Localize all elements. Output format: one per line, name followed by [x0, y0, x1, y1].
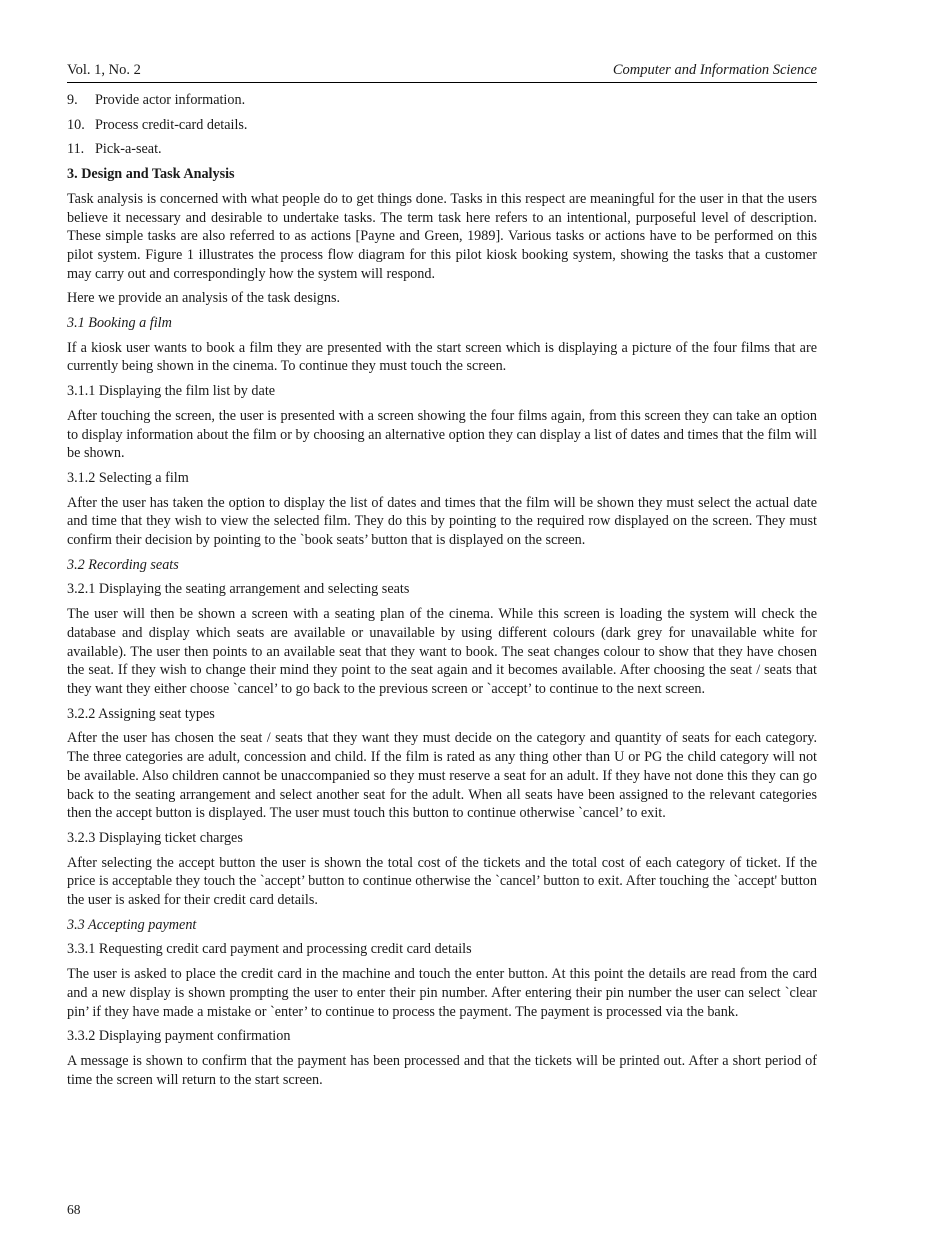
paragraph: Here we provide an analysis of the task designs. — [67, 290, 341, 307]
list-item-number: 11. — [67, 141, 85, 158]
body-content — [67, 91, 817, 1089]
list-item-text: Process credit-card details. — [95, 116, 248, 133]
subsubsection-heading: 3.3.2 Displaying payment confirmation — [67, 1028, 291, 1045]
paragraph: After the user has taken the option to display the list of dates and times that the film will be shown they must select the actual date and time that they wish to view the selected film. They do this by pointing to the required row displayed on the screen. They must confirm their decision by pointing to the `book seats’ button that is displayed on the screen. — [67, 494, 817, 549]
paragraph: If a kiosk user wants to book a film they are presented with the start screen which is displaying a picture of the four films that are currently being shown in the cinema. To continue they must touch the screen. — [67, 339, 817, 375]
subsection-heading: 3.3 Accepting payment — [67, 916, 197, 933]
running-header — [67, 62, 817, 83]
paragraph: After touching the screen, the user is presented with a screen showing the four films again, from this screen they can take an option to display information about the film or by choosing an alternative option they can display a list of dates and times that the film will be shown. — [67, 407, 817, 462]
list-item — [67, 140, 817, 159]
subsubsection-heading: 3.3.1 Requesting credit card payment and processing credit card details — [67, 941, 472, 958]
subsubsection-heading: 3.1.1 Displaying the film list by date — [67, 383, 276, 400]
paragraph: Task analysis is concerned with what people do to get things done. Tasks in this respect are meaningful for the user in that the users believe it necessary and desirable to undertake tasks. The term task here refers to an intentional, purposeful level of description. These simple tasks are also referred to as actions [Payne and Green, 1989]. Various tasks or actions have to be performed on this pilot system. Figure 1 illustrates the process flow diagram for this pilot kiosk booking system, showing the tasks that a customer may carry out and correspondingly how the system will respond. — [67, 190, 817, 282]
volume-label: Vol. 1, No. 2 — [67, 62, 141, 79]
list-item-number: 9. — [67, 92, 78, 108]
list-item-number: 10. — [67, 116, 85, 133]
paragraph: A message is shown to confirm that the payment has been processed and that the tickets will be printed out. After a short period of time the screen will return to the start screen. — [67, 1052, 817, 1088]
subsubsection-heading: 3.2.1 Displaying the seating arrangement and selecting seats — [67, 581, 410, 598]
subsubsection-heading: 3.1.2 Selecting a film — [67, 469, 189, 486]
paragraph: The user is asked to place the credit card in the machine and touch the enter button. At this point the details are read from the card and a new display is shown prompting the user to enter their pin number. After entering their pin number the user can select `clear pin’ if they have made a mistake or `enter’ to continue to process the payment. The payment is processed via the bank. — [67, 966, 817, 1020]
list-item-text: Provide actor information. — [95, 92, 246, 108]
paragraph: After the user has chosen the seat / seats that they want they must decide on the category and quantity of seats for each category. The three categories are adult, concession and child. If the film is rated as any thing other than U or PG the child category will not be available. Also children cannot be unaccompanied so they must reserve a seat for an adult. If they have not done this they can go back to the seating arrangement and select another seat for the adult. When all seats have been assigned to the relevant categories then the accept button is displayed. The user must touch this button to continue otherwise `cancel’ to exit. — [67, 730, 817, 822]
subsection-heading: 3.2 Recording seats — [67, 556, 179, 573]
page-number: 68 — [67, 1202, 81, 1217]
subsection-heading: 3.1 Booking a film — [67, 315, 172, 332]
subsubsection-heading: 3.2.2 Assigning seat types — [67, 705, 215, 722]
journal-title: Computer and Information Science — [612, 62, 817, 79]
section-heading: 3. Design and Task Analysis — [67, 166, 235, 183]
list-item-text: Pick-a-seat. — [95, 141, 162, 158]
paragraph: The user will then be shown a screen with a seating plan of the cinema. While this screen is loading the system will check the database and display which seats are available or unavailable by using different colours (dark grey for unavailable white for available). The user then points to an available seat that they want to book. The seat changes colour to show that they have chosen the seat. If they wish to change their mind they point to the seat again and it becomes available. After choosing the seat / seats that they want they either choose `cancel’ to go back to the previous screen or `accept’ to continue to the next screen. — [67, 606, 817, 697]
list-item — [67, 91, 817, 110]
subsubsection-heading: 3.2.3 Displaying ticket charges — [67, 829, 243, 846]
page — [67, 62, 817, 1095]
list-item — [67, 116, 817, 135]
paragraph: After selecting the accept button the user is shown the total cost of the tickets and the total cost of each category of ticket. If the price is acceptable they touch the `accept’ button to continue otherwise the `cancel’ button to exit. After touching the `accept' button the user is asked for their credit card details. — [67, 854, 817, 909]
